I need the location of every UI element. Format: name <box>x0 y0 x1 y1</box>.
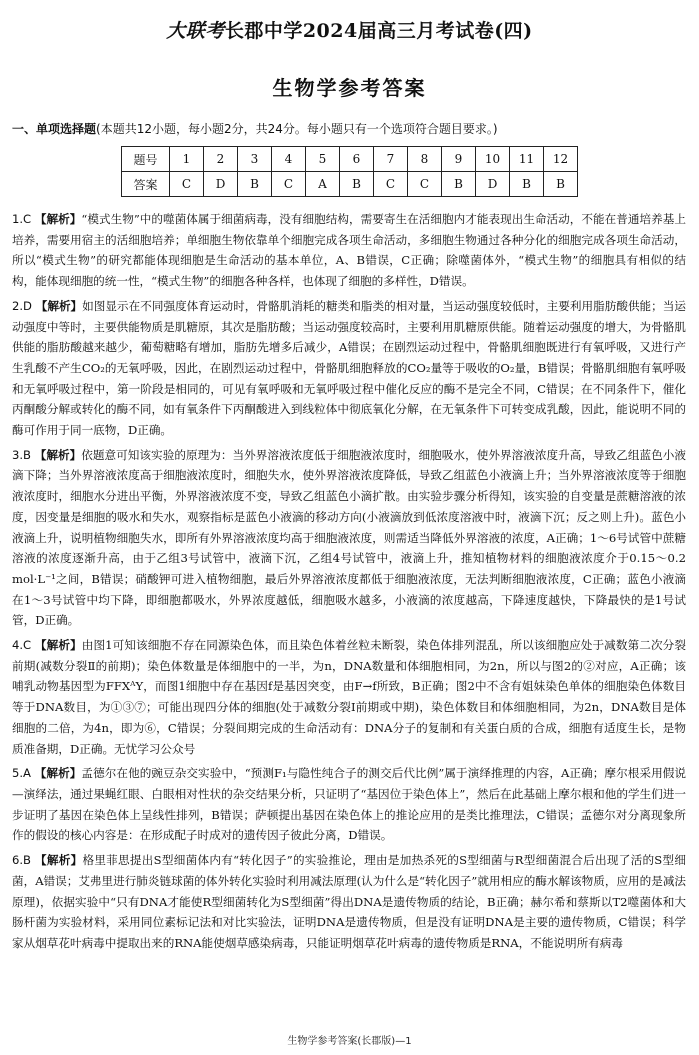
answer-cell: C <box>272 172 306 197</box>
item-text: 孟德尔在他的豌豆杂交实验中，“预测F₁与隐性纯合子的测交后代比例”属于演绎推理的内容，A正确；摩尔根采用假说—演绎法，通过果蝇红眼、白眼相对性状的杂交结果分析，只证明了“基因位于染色体上”，然后在此基础上摩尔根和他的学生们进一步证明了基因在染色体上呈线性排列，B错误；萨顿提出基因在染色体上的推论应用的是类比推理法，C错误；孟德尔对分离现象所作的假设的核心内容是：在形成配子时成对的遗传因子彼此分离，D错误。 <box>12 766 686 843</box>
explanation-item <box>12 209 686 292</box>
analysis-tag: 【解析】 <box>34 853 83 868</box>
explanation-item <box>12 635 686 759</box>
answer-table <box>121 146 578 197</box>
question-number: 8 <box>408 147 442 172</box>
answer-table-row-answers <box>122 172 578 197</box>
document-title: 生物学参考答案 <box>272 76 427 100</box>
question-number: 5 <box>306 147 340 172</box>
section-instructions: (本题共12小题，每小题2分，共24分。每小题只有一个选项符合题目要求。) <box>96 122 498 136</box>
item-text: “模式生物”中的噬菌体属于细菌病毒，没有细胞结构，需要寄生在活细胞内才能表现出生命活动，不能在普通培养基上培养，需要用宿主的活细胞培养；单细胞生物依靠单个细胞完成各项生命活动，多细胞生物通过各种分化的细胞完成各项生命活动，所以“模式生物”的研究都能体现细胞是生命活动的基本单位，A、B错误，C正确；除噬菌体外，“模式生物”的细胞具有相似的结构，能体现细胞的统一性，“模式生物”的细胞各种各样，也体现了细胞的多样性，D错误。 <box>12 212 686 289</box>
analysis-tag: 【解析】 <box>34 766 82 781</box>
answer-cell: C <box>408 172 442 197</box>
row-label-number: 题号 <box>122 147 170 172</box>
explanation-item <box>12 296 686 441</box>
explanation-item <box>12 763 686 846</box>
question-number: 12 <box>544 147 578 172</box>
item-number: 4.C <box>12 638 32 653</box>
answer-table-row-numbers <box>122 147 578 172</box>
item-number: 5.A <box>12 766 31 781</box>
question-number: 2 <box>204 147 238 172</box>
answer-cell: B <box>238 172 272 197</box>
row-label-answer: 答案 <box>122 172 170 197</box>
item-text: 如图显示在不同强度体育运动时，骨骼肌消耗的糖类和脂类的相对量，当运动强度较低时，主要利用脂肪酸供能；当运动强度中等时，主要供能物质是肌糖原，其次是脂肪酸；当运动强度较高时，主要利用肌糖原供能。随着运动强度的增大，为骨骼肌供能的脂肪酸越来越少，葡萄糖略有增加，脂肪先增多后减少，A错误；在剧烈运动过程中，骨骼肌细胞既进行有氧呼吸，又进行产生乳酸不产生CO₂的无氧呼吸，因此，在剧烈运动过程中，骨骼肌细胞释放的CO₂量等于吸收的O₂量，B错误；骨骼肌细胞有氧呼吸和无氧呼吸过程中，第一阶段是相同的，可见有氧呼吸和无氧呼吸过程中催化反应的酶不是完全不同，C错误；在不同条件下，催化丙酮酸分解或转化的酶不同，如有氧条件下丙酮酸进入到线粒体中彻底氧化分解，在无氧条件下可转变成乳酸，因此，能说明不同的酶可作用于同一底物，D正确。 <box>12 298 686 438</box>
question-number: 11 <box>510 147 544 172</box>
question-number: 1 <box>170 147 204 172</box>
answer-cell: B <box>442 172 476 197</box>
exam-title: 长郡中学2024届高三月考试卷(四) <box>224 20 533 42</box>
analysis-tag: 【解析】 <box>34 638 82 653</box>
explanation-item <box>12 445 686 631</box>
item-number: 2.D <box>12 298 32 313</box>
question-number: 9 <box>442 147 476 172</box>
question-number: 4 <box>272 147 306 172</box>
page-footer: 生物学参考答案(长郡版)—1 <box>287 1036 412 1047</box>
answer-cell: B <box>510 172 544 197</box>
question-number: 7 <box>374 147 408 172</box>
exam-header <box>0 16 699 43</box>
brand-logo-text: 大联考 <box>166 20 225 42</box>
answer-cell: C <box>170 172 204 197</box>
answer-cell: B <box>544 172 578 197</box>
answer-cell: D <box>476 172 510 197</box>
item-number: 3.B <box>12 447 32 462</box>
item-number: 1.C <box>12 212 32 226</box>
analysis-tag: 【解析】 <box>35 298 83 313</box>
explanation-item <box>12 850 686 954</box>
answer-cell: B <box>340 172 374 197</box>
explanations <box>12 209 686 958</box>
section-heading <box>12 120 498 137</box>
analysis-tag: 【解析】 <box>34 212 82 226</box>
item-text: 依题意可知该实验的原理为：当外界溶液浓度低于细胞液浓度时，细胞吸水，使外界溶液浓度升高，导致乙组蓝色小液滴下降；当外界溶液浓度高于细胞液浓度时，细胞失水，使外界溶液浓度降低，导致乙组蓝色小液滴上升；当外界溶液浓度等于细胞液浓度时，细胞水分进出平衡，外界溶液浓度不变，导致乙组蓝色小滴扩散。由实验步骤分析得知，该实验的自变量是蔗糖溶液的浓度，因变量是细胞的吸水和失水，观察指标是蓝色小液滴的移动方向(小液滴放到低浓度溶液中时，液滴下沉；反之则上升)。蓝色小液滴上升，说明植物细胞失水，即所有外界溶液浓度均高于细胞液浓度，则需适当降低外界溶液的浓度，A正确；1～6号试管中蔗糖溶液的浓度逐渐升高，由于乙组3号试管中，液滴下沉，乙组4号试管中，液滴上升，推知植物材料的细胞液浓度介于0.15～0.2 mol·L⁻¹之间，B错误；硝酸钾可进入植物细胞，最后外界溶液浓度都低于细胞液浓度，无法判断细胞液浓度，C正确；蓝色小液滴在1～3号试管中均下降，即细胞都吸水，外界浓度越低，细胞吸水越多，小液滴的浓度越高，下降速度越快，下降最快的是1号试管，D正确。 <box>12 447 686 628</box>
answer-cell: C <box>374 172 408 197</box>
question-number: 6 <box>340 147 374 172</box>
answer-cell: A <box>306 172 340 197</box>
item-number: 6.B <box>12 853 32 868</box>
item-text: 由图1可知该细胞不存在同源染色体，而且染色体着丝粒未断裂，染色体排列混乱，所以该细胞应处于减数第二次分裂前期(减数分裂Ⅱ的前期)；染色体数量是体细胞中的一半，为n，DNA数量和体细胞相同，为2n，所以与图2的②对应，A正确；该哺乳动物基因型为FFXᴬY，而图1细胞中存在基因f是基因突变，由F→f所致，B正确；图2中不含有姐妹染色单体的细胞染色体数目等于DNA数目，为①③⑦；可能出现四分体的细胞(处于减数分裂Ⅰ前期或中期)，染色体数目和体细胞相同，为2n，DNA数目是体细胞的二倍，为4n，即为⑥，C错误；分裂间期完成的生命活动有：DNA分子的复制和有关蛋白质的合成，细胞有适度生长，是物质准备期，D正确。无忧学习公众号 <box>12 638 686 756</box>
section-label: 一、单项选择题 <box>12 122 97 136</box>
analysis-tag: 【解析】 <box>34 447 82 462</box>
answer-cell: D <box>204 172 238 197</box>
item-text: 格里菲思提出S型细菌体内有“转化因子”的实验推论，理由是加热杀死的S型细菌与R型细菌混合后出现了活的S型细菌，A错误；艾弗里进行肺炎链球菌的体外转化实验时利用减法原理(认为什么是“转化因子”就用相应的酶水解该物质，应用的是减法原理)，依据实验中“只有DNA才能使R型细菌转化为S型细菌”得出DNA是遗传物质的结论，B正确；赫尔希和蔡斯以T2噬菌体和大肠杆菌为实验材料，采用同位素标记法和对比实验法，证明DNA是遗传物质，但是没有证明DNA是主要的遗传物质，C错误；科学家从烟草花叶病毒中提取出来的RNA能使烟草感染病毒，只能证明烟草花叶病毒的遗传物质是RNA，不能说明所有病毒 <box>12 853 687 950</box>
question-number: 10 <box>476 147 510 172</box>
question-number: 3 <box>238 147 272 172</box>
